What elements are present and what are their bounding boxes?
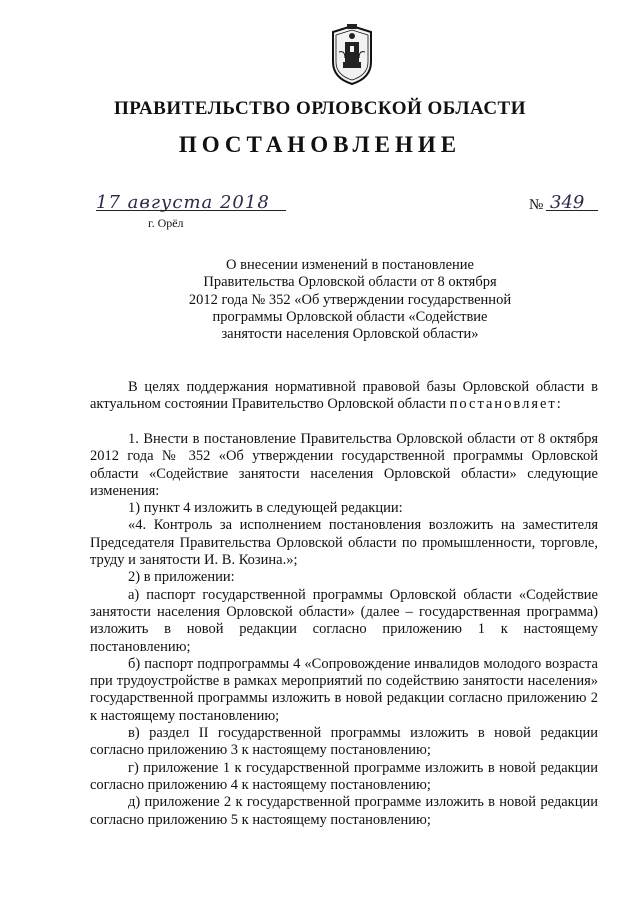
document-body xyxy=(90,431,598,829)
decision-word: постановляет: xyxy=(449,396,563,413)
number-underline xyxy=(546,210,598,211)
coat-of-arms-icon xyxy=(327,22,377,86)
body-paragraph: д) приложение 2 к государственной программе изложить в новой редакции согласно приложению 5 к настоящему постановлению; xyxy=(90,794,598,828)
subject-line: 2012 года № 352 «Об утверждении государственной xyxy=(188,291,512,308)
subject-line: занятости населения Орловской области» xyxy=(221,326,479,343)
body-paragraph: а) паспорт государственной программы Орловской области «Содействие занятости населения Орловской области» (далее – государственная программа) изложить в новой редакции согласно приложению 1 к настоящему постановлению; xyxy=(90,586,598,655)
document-city: г. Орёл xyxy=(148,216,184,230)
document-number: 349 xyxy=(550,192,585,213)
body-paragraph: б) паспорт подпрограммы 4 «Сопровождение инвалидов молодого возраста при трудоустройстве в рамках мероприятий по содействию занятости населения» государственной программы изложить в новой редакции согласно приложению 2 к настоящему постановлению; xyxy=(90,655,598,724)
body-paragraph: в) раздел II государственной программы изложить в новой редакции согласно приложению 3 к настоящему постановлению; xyxy=(90,725,598,759)
number-label: № xyxy=(529,197,544,213)
body-paragraph: «4. Контроль за исполнением постановления возложить на заместителя Председателя Правительства Орловской области по промышленности, торговле, труду и занятости И. В. Козина.»; xyxy=(90,517,598,569)
body-paragraph: 2) в приложении: xyxy=(128,569,235,586)
document-subject xyxy=(140,257,560,343)
body-paragraph: 1. Внести в постановление Правительства Орловской области от 8 октября 2012 года № 352 «Об утверждении государственной программы Орловской области «Содействие занятости населения Орловской области» следующие изменения: xyxy=(90,431,598,499)
document-date: 17 августа 2018 xyxy=(96,192,270,213)
subject-line: О внесении изменений в постановление xyxy=(226,257,474,273)
subject-line: программы Орловской области «Содействие xyxy=(212,308,488,325)
body-paragraph: 1) пункт 4 изложить в следующей редакции: xyxy=(128,500,403,517)
subject-line: Правительства Орловской области от 8 октября xyxy=(203,274,497,291)
document-type: ПОСТАНОВЛЕНИЕ xyxy=(178,132,462,157)
date-underline xyxy=(96,210,286,211)
body-paragraph: г) приложение 1 к государственной программе изложить в новой редакции согласно приложению 4 к настоящему постановлению; xyxy=(90,759,598,793)
organization-title: ПРАВИТЕЛЬСТВО ОРЛОВСКОЙ ОБЛАСТИ xyxy=(113,98,526,119)
preamble xyxy=(90,379,598,414)
preamble-text: В целях поддержания нормативной правовой базы Орловской области в актуальном состоянии Правительство Орловской области xyxy=(90,379,598,413)
